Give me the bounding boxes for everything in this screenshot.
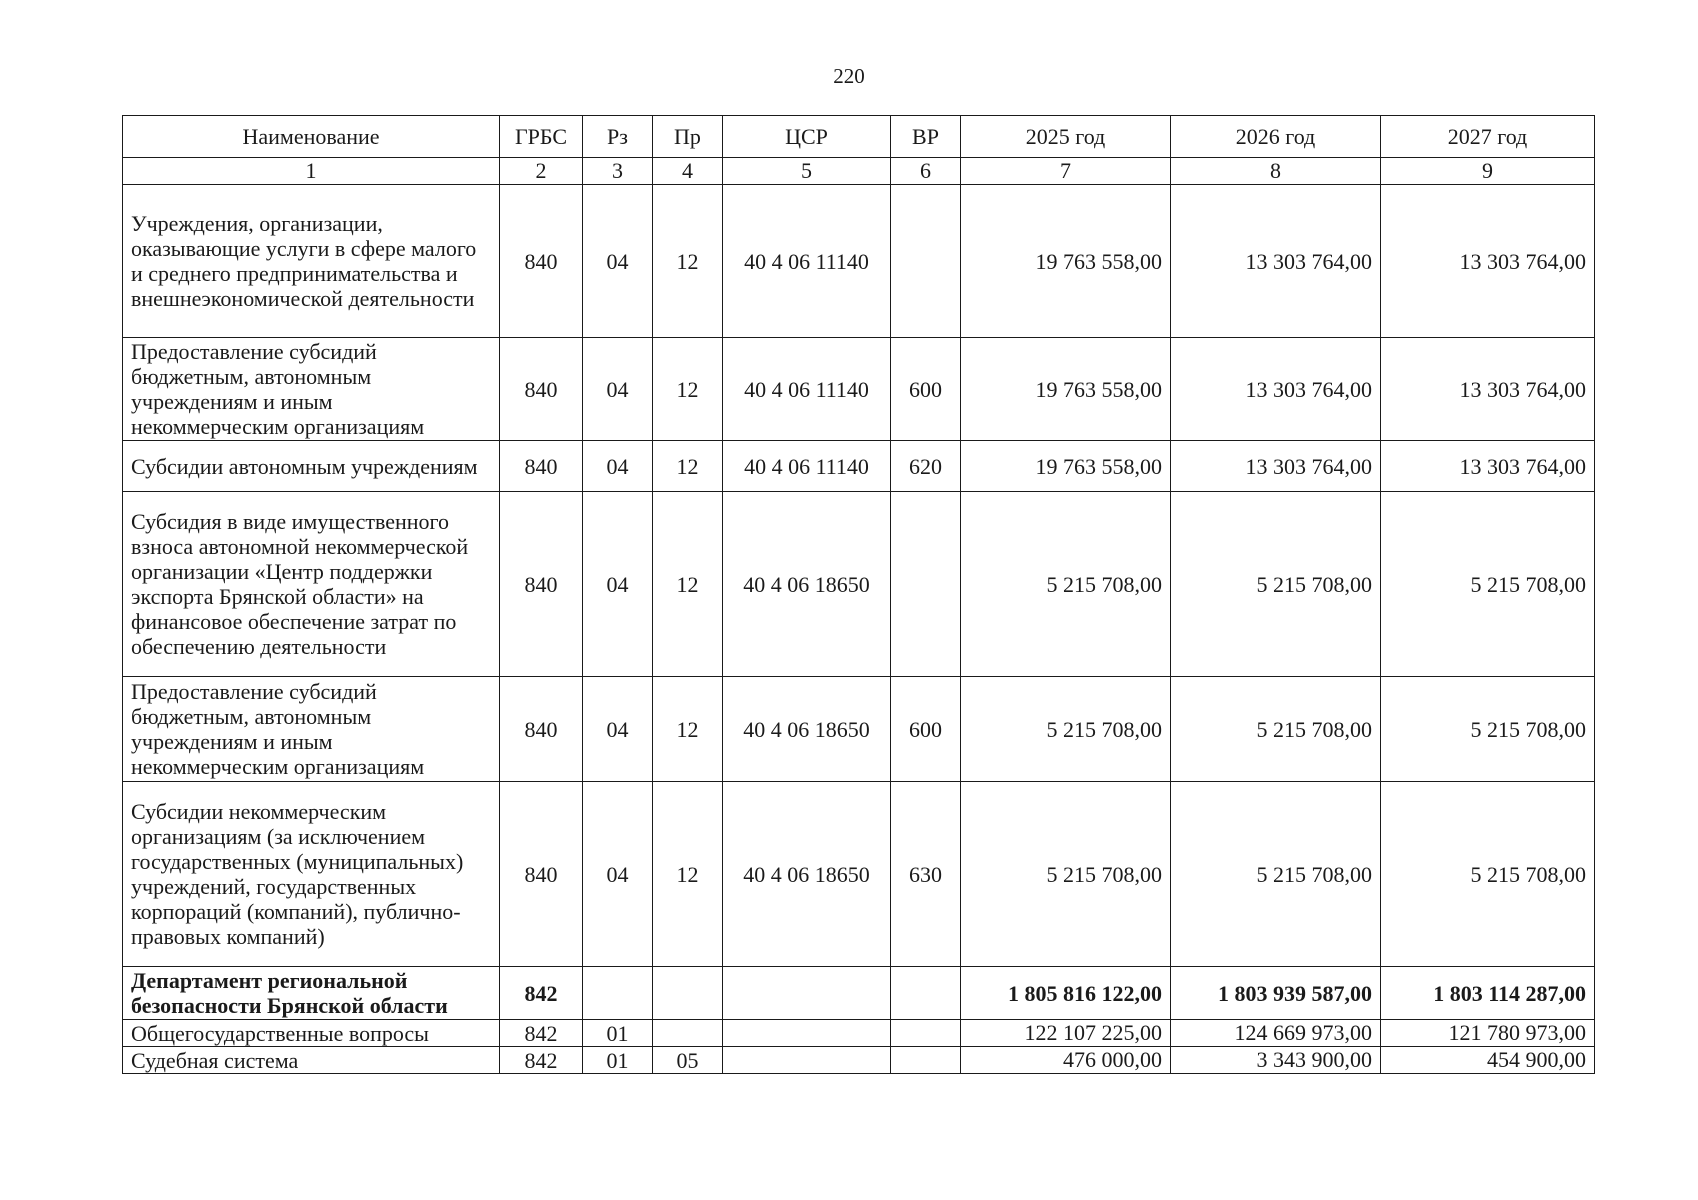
row-name: Судебная система [123,1047,500,1074]
table-row [123,677,1595,782]
header-grbs: ГРБС [500,116,583,158]
row-vr: 630 [891,782,961,967]
row-name: Предоставление субсидий бюджетным, автономным учреждениям и иным некоммерческим организациям [123,338,500,441]
row-grbs: 840 [500,782,583,967]
row-vr [891,492,961,677]
row-csr: 40 4 06 11140 [723,441,891,492]
row-amount-2025: 1 805 816 122,00 [961,967,1171,1020]
row-pr: 05 [653,1047,723,1074]
row-csr: 40 4 06 11140 [723,185,891,338]
row-amount-2027: 1 803 114 287,00 [1381,967,1595,1020]
row-csr: 40 4 06 18650 [723,782,891,967]
header-pr: Пр [653,116,723,158]
row-vr [891,185,961,338]
row-rz: 04 [583,492,653,677]
row-grbs: 840 [500,185,583,338]
page-number: 220 [833,64,865,88]
row-csr: 40 4 06 11140 [723,338,891,441]
table-row [123,1020,1595,1047]
table-row [123,1047,1595,1074]
row-csr: 40 4 06 18650 [723,677,891,782]
header-2027: 2027 год [1381,116,1595,158]
row-grbs: 840 [500,441,583,492]
row-vr [891,967,961,1020]
column-number: 2 [500,158,583,185]
row-csr [723,1020,891,1047]
row-vr [891,1047,961,1074]
row-amount-2027: 5 215 708,00 [1381,782,1595,967]
row-pr: 12 [653,338,723,441]
row-amount-2027: 13 303 764,00 [1381,338,1595,441]
row-csr: 40 4 06 18650 [723,492,891,677]
row-rz: 04 [583,185,653,338]
row-pr: 12 [653,185,723,338]
row-amount-2026: 13 303 764,00 [1171,185,1381,338]
row-rz [583,967,653,1020]
row-vr: 620 [891,441,961,492]
row-grbs: 842 [500,1020,583,1047]
row-rz: 04 [583,338,653,441]
row-rz: 04 [583,782,653,967]
row-amount-2026: 3 343 900,00 [1171,1047,1381,1074]
row-amount-2026: 124 669 973,00 [1171,1020,1381,1047]
row-rz: 01 [583,1020,653,1047]
row-amount-2027: 13 303 764,00 [1381,441,1595,492]
table-row [123,441,1595,492]
row-amount-2027: 13 303 764,00 [1381,185,1595,338]
table-row [123,492,1595,677]
row-amount-2025: 476 000,00 [961,1047,1171,1074]
row-vr: 600 [891,338,961,441]
header-row [123,116,1595,158]
column-number: 9 [1381,158,1595,185]
row-name: Субсидии автономным учреждениям [123,441,500,492]
row-vr: 600 [891,677,961,782]
row-name: Учреждения, организации, оказывающие услуги в сфере малого и среднего предпринимательства и внешнеэкономической деятельности [123,185,500,338]
row-csr [723,967,891,1020]
column-number-row [123,158,1595,185]
table-row [123,338,1595,441]
row-amount-2027: 5 215 708,00 [1381,677,1595,782]
column-number: 6 [891,158,961,185]
row-amount-2025: 19 763 558,00 [961,185,1171,338]
row-amount-2025: 19 763 558,00 [961,338,1171,441]
row-pr: 12 [653,492,723,677]
header-csr: ЦСР [723,116,891,158]
row-grbs: 840 [500,338,583,441]
row-amount-2026: 1 803 939 587,00 [1171,967,1381,1020]
table-row-department [123,967,1595,1020]
row-rz: 01 [583,1047,653,1074]
row-amount-2026: 5 215 708,00 [1171,677,1381,782]
header-2026: 2026 год [1171,116,1381,158]
row-amount-2025: 19 763 558,00 [961,441,1171,492]
row-name: Общегосударственные вопросы [123,1020,500,1047]
column-number: 1 [123,158,500,185]
row-pr [653,967,723,1020]
column-number: 5 [723,158,891,185]
row-amount-2026: 13 303 764,00 [1171,338,1381,441]
row-name: Департамент региональной безопасности Брянской области [123,967,500,1020]
row-amount-2025: 5 215 708,00 [961,677,1171,782]
row-pr [653,1020,723,1047]
table-row [123,782,1595,967]
row-csr [723,1047,891,1074]
column-number: 7 [961,158,1171,185]
row-amount-2027: 121 780 973,00 [1381,1020,1595,1047]
row-rz: 04 [583,677,653,782]
row-amount-2026: 5 215 708,00 [1171,782,1381,967]
table-row [123,185,1595,338]
row-amount-2027: 5 215 708,00 [1381,492,1595,677]
row-name: Предоставление субсидий бюджетным, автономным учреждениям и иным некоммерческим организациям [123,677,500,782]
column-number: 4 [653,158,723,185]
header-name: Наименование [123,116,500,158]
row-amount-2026: 13 303 764,00 [1171,441,1381,492]
header-rz: Рз [583,116,653,158]
row-amount-2025: 122 107 225,00 [961,1020,1171,1047]
header-2025: 2025 год [961,116,1171,158]
row-grbs: 840 [500,677,583,782]
row-vr [891,1020,961,1047]
row-grbs: 840 [500,492,583,677]
row-grbs: 842 [500,967,583,1020]
column-number: 3 [583,158,653,185]
row-rz: 04 [583,441,653,492]
row-pr: 12 [653,782,723,967]
row-pr: 12 [653,441,723,492]
row-pr: 12 [653,677,723,782]
row-name: Субсидии некоммерческим организациям (за исключением государственных (муниципальных) учреждений, государственных корпораций (компаний), публично-правовых компаний) [123,782,500,967]
row-name: Субсидия в виде имущественного взноса автономной некоммерческой организации «Центр поддержки экспорта Брянской области» на финансовое обеспечение затрат по обеспечению деятельности [123,492,500,677]
row-grbs: 842 [500,1047,583,1074]
row-amount-2025: 5 215 708,00 [961,782,1171,967]
column-number: 8 [1171,158,1381,185]
header-vr: ВР [891,116,961,158]
row-amount-2025: 5 215 708,00 [961,492,1171,677]
budget-table [122,115,1595,1074]
row-amount-2027: 454 900,00 [1381,1047,1595,1074]
row-amount-2026: 5 215 708,00 [1171,492,1381,677]
